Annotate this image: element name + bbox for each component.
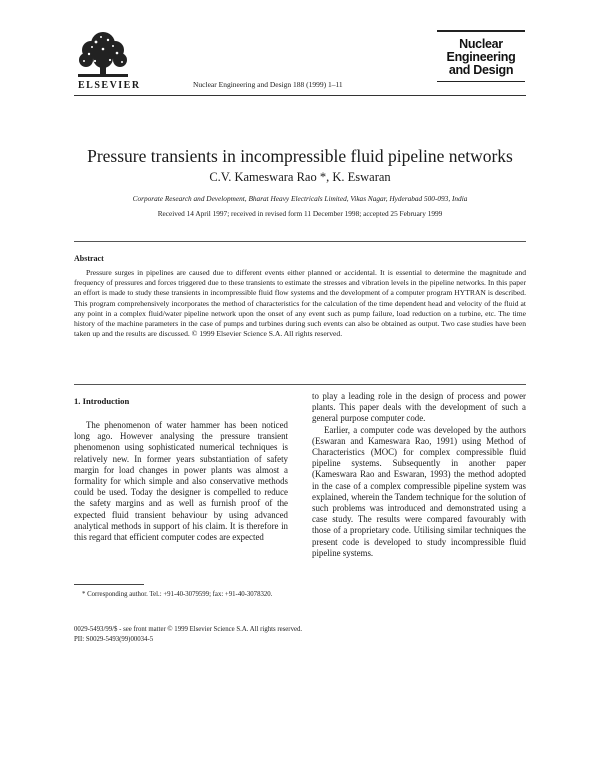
brand-line-2: Engineering bbox=[446, 50, 516, 64]
body-paragraph: The phenomenon of water hammer has been noticed long ago. However analysing the pressure transient phenomenon using sophisticated numerical techniques is relatively new. In former years substantiation of safety margin for load changes in power plants was almost a formality for which simple and also conservative methods could be used. Today the designer is compelled to reduce the safety margins and as well as furnish proof of the expected fluid transient behaviour by using advanced analytical methods in support of his claim. It is therefore in this regard that efficient computer codes are expected bbox=[74, 420, 288, 543]
journal-brand bbox=[437, 30, 525, 82]
corresponding-author-footnote: * Corresponding author. Tel.: +91-40-3079599; fax: +91-40-3078320. bbox=[82, 591, 273, 598]
body-column-left bbox=[74, 396, 288, 543]
body-paragraph: to play a leading role in the design of process and power plants. This paper deals with the development of such a general purpose computer code. bbox=[312, 391, 526, 424]
received-dates: Received 14 April 1997; received in revised form 11 December 1998; accepted 25 February 1999 bbox=[157, 209, 443, 218]
abstract-heading: Abstract bbox=[74, 254, 104, 263]
publisher-name: ELSEVIER bbox=[78, 80, 141, 91]
journal-reference: Nuclear Engineering and Design 188 (1999) 1–11 bbox=[193, 80, 343, 89]
article-title: Pressure transients in incompressible fluid pipeline networks bbox=[87, 146, 513, 166]
pii-line: PII: S0029-5493(99)00034-5 bbox=[74, 636, 154, 643]
abstract-top-rule bbox=[74, 241, 526, 242]
article-authors: C.V. Kameswara Rao *, K. Eswaran bbox=[209, 170, 391, 184]
header-rule bbox=[74, 95, 526, 96]
copyright-footer bbox=[74, 625, 302, 645]
brand-line-3: and Design bbox=[448, 63, 514, 77]
body-column-right bbox=[312, 391, 526, 559]
abstract-text: Pressure surges in pipelines are caused due to different events either planned or accidental. It is essential to determine the magnitude and frequency of pressures and forces triggered due to these transients to estimate the stresses and vibration levels in the pipeline networks. In this paper an effort is made to study these transients in incompressible fluid flow systems and the development of a computer program HYTRAN is described. This program comprehensively incorporates the method of characteristics for the calculation of the time dependent head and velocity of the fluid at any point in a complex fluid/water pipeline network upon the onset of any event such as pump failure, load reduction on a turbine, etc. The time history of the machine parameters in the case of pumps and turbines during such events can also be obtained as output. Two case studies have been taken up and the results are discussed. © 1999 Elsevier Science S.A. All rights reserved. bbox=[74, 268, 526, 339]
footnote-rule bbox=[74, 584, 144, 585]
issn-line: 0029-5493/99/$ - see front matter © 1999 Elsevier Science S.A. All rights reserved. bbox=[74, 626, 303, 633]
brand-line-1: Nuclear bbox=[459, 37, 503, 51]
abstract-bottom-rule bbox=[74, 384, 526, 385]
section-heading: 1. Introduction bbox=[74, 396, 130, 406]
author-affiliation: Corporate Research and Development, Bharat Heavy Electricals Limited, Vikas Nagar, Hyderabad 500-093, India bbox=[132, 194, 468, 203]
elsevier-tree-logo bbox=[74, 30, 132, 78]
body-paragraph: Earlier, a computer code was developed by the authors (Eswaran and Kameswara Rao, 1991) using Method of Characteristics (MOC) for complex compressible fluid pipeline systems. Subsequently in another paper (Kameswara Rao and Eswaran, 1993) the method adopted in the case of a complex compressible pipeline system was explained, wherein the Tandem technique for the solution of such problems was introduced and demonstrated using a case study. The results were compared favourably with those of a proprietary code. Utilising similar techniques the present code is developed to study incompressible fluid pipeline systems. bbox=[312, 424, 526, 558]
